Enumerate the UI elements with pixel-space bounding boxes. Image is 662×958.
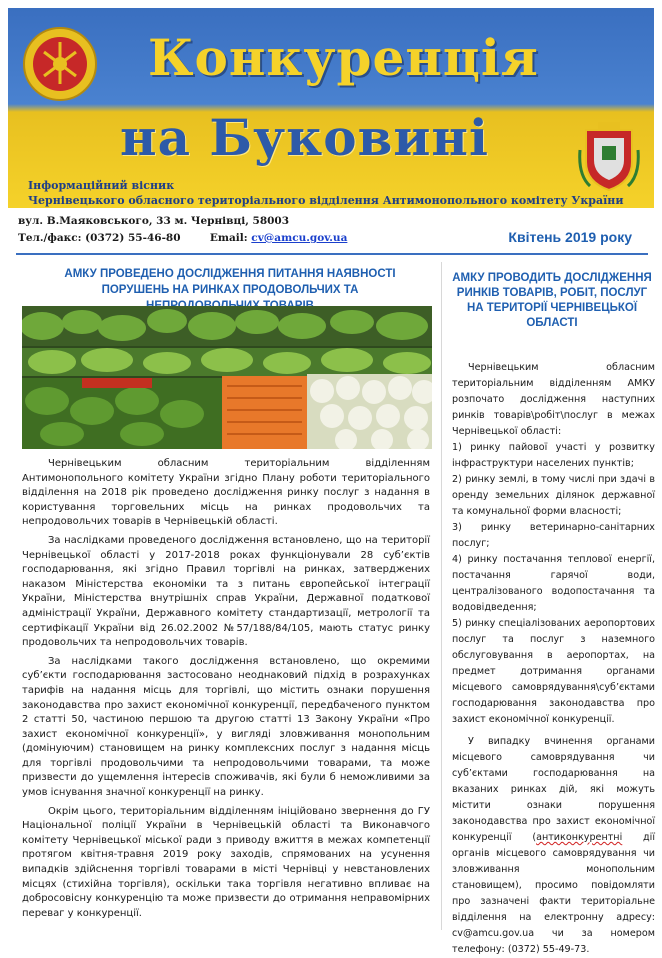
left-article-title: АМКУ ПРОВЕДЕНО ДОСЛІДЖЕННЯ ПИТАННЯ НАЯВНОСТІ ПОРУШЕНЬ НА РИНКАХ ПРОДОВОЛЬЧИХ ТА [64, 268, 396, 296]
market-item-1: 1) ринку пайової участі у розвитку інфраструктури населених пунктів; [452, 442, 655, 469]
right-intro: Чернівецьким обласним територіальним відділенням АМКУ розпочато дослідження наступних ринків товарів\робіт\послуг в межах Чернівецької області: [452, 362, 655, 437]
market-item-4: 4) ринку постачання теплової енергії, постачання гарячої води, централізованого водопостачання та водовідведення; [452, 554, 655, 613]
phone-label: Тел./факс: [18, 232, 82, 244]
left-paragraph-4: Окрім цього, територіальним відділенням ініційовано звернення до ГУ Національної поліції України в Чернівецькій області та Виконавчого комітету Чернівецької міської ради з приводу вжиття в межах компетенції протягом квітня-травня 2019 року заходів, спрямованих на усунення випадків здійснення торгівлі товарами в місті Чернівці у невстановлених місцях (стихійна торгівля), оскільки така торгівля негативно впливає на добросовісну конкуренцію та може призвести до отримання неправомірних переваг у конкуренції. [22, 805, 430, 919]
amcu-emblem-icon [22, 26, 98, 102]
right-article-body [452, 360, 655, 958]
market-item-2: 2) ринку землі, в тому числі при здачі в оренду земельних ділянок державної та комунальної форми власності; [452, 474, 655, 517]
masthead-banner [8, 8, 654, 208]
masthead-title-line1: Конкуренція [148, 28, 539, 87]
right-closing-text: У випадку вчинення органами місцевого самоврядування чи суб’єктами господарювання на вказаних ринках дій, які можуть містити ознаки порушення законодавства про захист економічної конкуренції ( [452, 736, 655, 843]
left-paragraph-3: За наслідками такого дослідження встановлено, що окремими суб’єкти господарювання застосовано неоднаковий підхід в розрахунках тарифів на надання місць для торгівлі, що містить ознаки порушення законодавства про захист економічної конкуренції, передбаченого пунктом 2 статті 50, частиною першою та другою статті 13 Закону України «Про захист економічної конкуренції», у вигляді зловживання монопольним (домінуючим) становищем на ринку комплексних послуг з надання місць для торгівлі продовольчими та непродовольчими товарами, та може призвести до ущемлення інтересів споживачів, які були б неможливими за умов існування значної конкуренції на ринку. [22, 655, 430, 799]
column-divider [441, 262, 442, 930]
header-divider [16, 253, 648, 255]
email-label: Email: [209, 232, 248, 244]
masthead-subtitle: Інформаційний вісник [28, 179, 175, 192]
phone-number: (0372) 55-46-80 [85, 232, 181, 244]
contact-line [18, 232, 347, 244]
issue-date: Квітень 2019 року [508, 229, 632, 245]
address-line: вул. В.Маяковського, 33 м. Чернівці, 58003 [18, 215, 290, 227]
email-link[interactable]: cv@amcu.gov.ua [251, 232, 348, 244]
regional-coat-of-arms-icon [578, 120, 640, 192]
left-paragraph-1: Чернівецьким обласним територіальним відділенням Антимонопольного комітету України згідно Плану роботи територіального відділення на 2018 рік проведено дослідження ринку послуг з надання в користування торговельних місць на ринках продовольчих та непродовольчих товарів в Чернівецькій області. [22, 458, 430, 528]
masthead-title-line2: на Буковині [120, 108, 490, 167]
left-article-body [22, 457, 430, 925]
market-vegetables-photo [22, 306, 432, 449]
right-closing-marked: антиконкурентні [536, 832, 623, 843]
right-closing-tail: дії органів місцевого самоврядування чи зловживання монопольним становищем), просимо повідомляти про зазначені факти територіальне відділення на електронну адресу: cv@amcu.gov.ua чи за номером телефону: (0372) 55-49-73. [452, 832, 655, 955]
market-item-5: 5) ринку спеціалізованих аеропортових послуг та послуг з наземного обслуговування в аеропортах, на предмет дотримання органами місцевого самоврядування\суб’єктами господарювання законодавства про захист економічної конкуренції. [452, 618, 655, 725]
right-article-title: АМКУ ПРОВОДИТЬ ДОСЛІДЖЕННЯ РИНКІВ ТОВАРІВ, РОБІТ, ПОСЛУГ НА ТЕРИТОРІЇ ЧЕРНІВЕЦЬКОЇ ОБЛАСТІ [452, 272, 652, 329]
right-closing [452, 734, 655, 958]
market-item-3: 3) ринку ветеринарно-санітарних послуг; [452, 522, 655, 549]
left-paragraph-2: За наслідками проведеного дослідження встановлено, що на території Чернівецької області у 2017-2018 роках функціонували 28 суб’єктів господарювання, які згідно Правил торгівлі на ринках, затверджених наказом Міністерства економіки та з питань європейської інтеграції України, Міністерства внутрішніх справ України, Державної податкової адміністрації України, Державного комітету стандартизації, метрології та сертифікації України від 26.02.2002 №57/188/84/105, мають статус ринку продовольчих та непродовольчих товарів. [22, 534, 430, 649]
masthead-organization: Чернівецького обласного територіального відділення Антимонопольного комітету України [28, 194, 624, 207]
